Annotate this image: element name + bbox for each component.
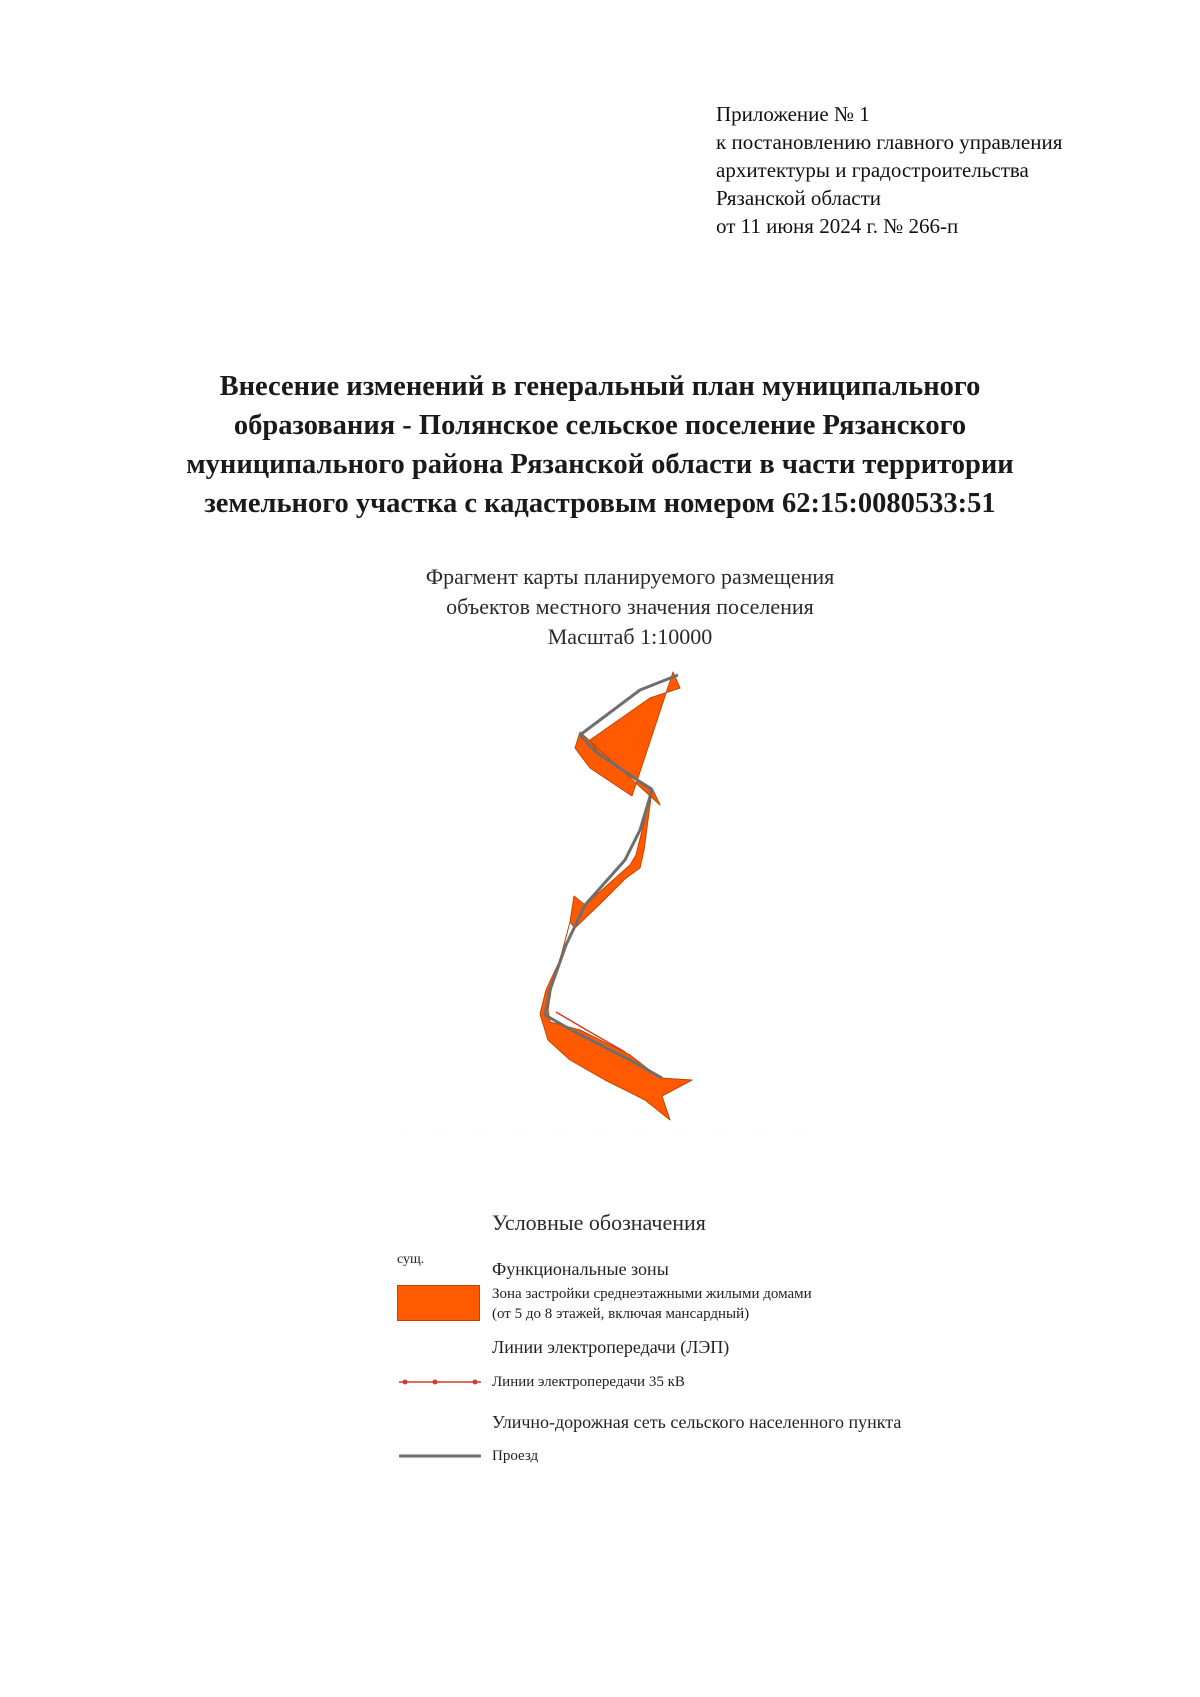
zone-polygon-top xyxy=(575,672,680,805)
subtitle-line: Масштаб 1:10000 xyxy=(547,624,713,649)
legend-title: Условные обозначения xyxy=(492,1210,706,1235)
subtitle-line: объектов местного значения поселения xyxy=(446,594,814,619)
legend-zone-label-2: (от 5 до 8 этажей, включая мансардный) xyxy=(492,1306,750,1322)
legend-power-item: Линии электропередачи 35 кВ xyxy=(492,1374,685,1390)
map-subtitle xyxy=(230,562,1030,652)
legend-zone-label-1: Зона застройки среднеэтажными жилыми домами xyxy=(492,1286,812,1302)
map-fragment xyxy=(400,660,840,1160)
map-frame-dots xyxy=(400,1129,801,1131)
appendix-line: архитектуры и градостроительства xyxy=(716,158,1029,182)
legend-power-line-symbol xyxy=(397,1375,483,1389)
document-title xyxy=(90,367,1110,523)
title-line: Внесение изменений в генеральный план муниципального xyxy=(219,371,981,402)
subtitle-line: Фрагмент карты планируемого размещения xyxy=(425,564,835,589)
legend-road-symbol xyxy=(397,1449,483,1463)
title-line: муниципального района Рязанской области в части территории xyxy=(186,449,1014,480)
appendix-line: Рязанской области xyxy=(716,186,882,210)
appendix-line: к постановлению главного управления xyxy=(716,130,1063,154)
legend-zones-header: Функциональные зоны xyxy=(492,1259,669,1279)
legend-road-item: Проезд xyxy=(492,1448,539,1464)
legend-road-header: Улично-дорожная сеть сельского населенного пункта xyxy=(492,1412,902,1432)
appendix-line: Приложение № 1 xyxy=(716,102,870,126)
title-line: образования - Полянское сельское поселение Рязанского xyxy=(233,410,967,441)
title-line: земельного участка с кадастровым номером 62:15:0080533:51 xyxy=(204,488,996,519)
legend-power-header: Линии электропередачи (ЛЭП) xyxy=(492,1337,730,1357)
appendix-line: от 11 июня 2024 г. № 266-п xyxy=(716,214,959,238)
legend-zone-swatch xyxy=(397,1285,480,1321)
legend-abbr: сущ. xyxy=(397,1252,425,1267)
appendix-block xyxy=(716,100,1156,240)
